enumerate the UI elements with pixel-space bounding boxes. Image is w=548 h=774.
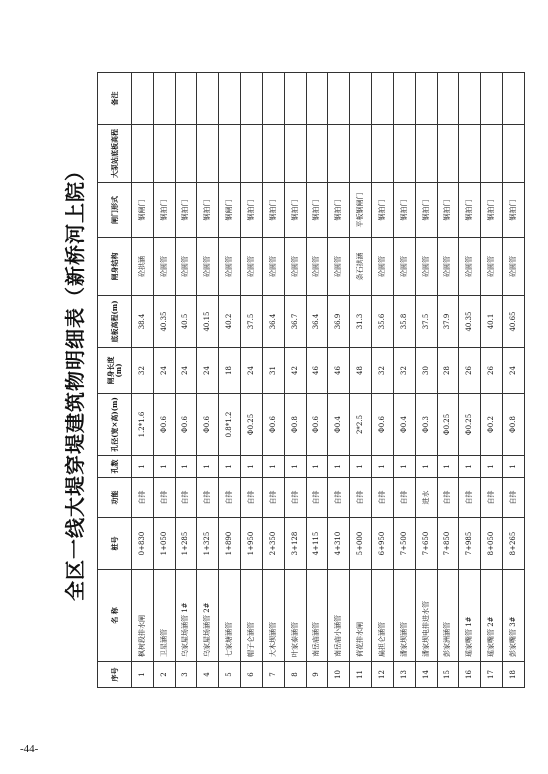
pump-floor-elevation-cell <box>219 125 241 183</box>
table-row <box>372 73 394 688</box>
table-row <box>415 73 437 688</box>
gate-length-cell: 42 <box>284 348 306 394</box>
hole-count-cell: 1 <box>262 456 284 478</box>
floor-elevation-cell: 35.8 <box>393 296 415 348</box>
station-cell: 7+985 <box>459 518 481 570</box>
gate-length-cell: 30 <box>415 348 437 394</box>
hole-count-cell: 1 <box>306 456 328 478</box>
structure-name-cell: 枫树段排水闸 <box>132 570 154 662</box>
gate-type-cell: 钢拍门 <box>415 183 437 238</box>
hole-count-cell: 1 <box>415 456 437 478</box>
gate-structure-cell: 砼圆管 <box>306 238 328 296</box>
row-number-cell: 5 <box>219 662 241 688</box>
remarks-cell <box>459 73 481 125</box>
pump-floor-elevation-cell <box>459 125 481 183</box>
table-row <box>219 73 241 688</box>
hole-count-cell: 1 <box>241 456 263 478</box>
structure-name-cell: 大木坝涵管 <box>262 570 284 662</box>
station-cell: 2+350 <box>262 518 284 570</box>
station-cell: 1+285 <box>175 518 197 570</box>
gate-length-cell: 26 <box>459 348 481 394</box>
header-row <box>98 73 132 688</box>
function-cell: 自排 <box>132 478 154 518</box>
station-cell: 1+950 <box>241 518 263 570</box>
gate-length-cell: 31 <box>262 348 284 394</box>
gate-type-cell: 钢闸门 <box>219 183 241 238</box>
gate-structure-cell: 砼圆管 <box>393 238 415 296</box>
function-cell: 自排 <box>393 478 415 518</box>
row-number-cell: 13 <box>393 662 415 688</box>
function-cell: 自排 <box>241 478 263 518</box>
table-row <box>437 73 459 688</box>
pump-floor-elevation-cell <box>262 125 284 183</box>
function-cell: 自排 <box>284 478 306 518</box>
row-number-cell: 6 <box>241 662 263 688</box>
floor-elevation-cell: 37.5 <box>241 296 263 348</box>
col-header: 名 称 <box>98 570 132 662</box>
col-header: 闸身长度(m) <box>98 348 132 394</box>
floor-elevation-cell: 37.9 <box>437 296 459 348</box>
remarks-cell <box>262 73 284 125</box>
gate-type-cell: 钢拍门 <box>306 183 328 238</box>
pump-floor-elevation-cell <box>175 125 197 183</box>
floor-elevation-cell: 36.4 <box>262 296 284 348</box>
table-row <box>132 73 154 688</box>
pump-floor-elevation-cell <box>503 125 525 183</box>
structure-name-cell: 南岳庙涵管 <box>306 570 328 662</box>
structure-name-cell: 卫星涵管 <box>153 570 175 662</box>
gate-type-cell: 钢拍门 <box>284 183 306 238</box>
remarks-cell <box>219 73 241 125</box>
table-row <box>153 73 175 688</box>
station-cell: 7+650 <box>415 518 437 570</box>
station-cell: 1+890 <box>219 518 241 570</box>
function-cell: 自排 <box>350 478 372 518</box>
row-number-cell: 2 <box>153 662 175 688</box>
hole-size-cell: Φ0.25 <box>437 394 459 456</box>
function-cell: 自排 <box>372 478 394 518</box>
rotated-table-block <box>63 73 525 688</box>
col-header: 底板高程(m) <box>98 296 132 348</box>
function-cell: 自排 <box>197 478 219 518</box>
floor-elevation-cell: 40.35 <box>459 296 481 348</box>
col-header: 序号 <box>98 662 132 688</box>
hole-count-cell: 1 <box>459 456 481 478</box>
gate-type-cell: 钢拍门 <box>197 183 219 238</box>
table-row <box>350 73 372 688</box>
hole-count-cell: 1 <box>437 456 459 478</box>
gate-structure-cell: 砼圆管 <box>153 238 175 296</box>
gate-type-cell: 钢拍门 <box>328 183 350 238</box>
hole-count-cell: 1 <box>175 456 197 478</box>
gate-type-cell: 平板钢闸门 <box>350 183 372 238</box>
pump-floor-elevation-cell <box>153 125 175 183</box>
gate-structure-cell: 砼圆管 <box>284 238 306 296</box>
hole-size-cell: Φ0.6 <box>262 394 284 456</box>
structure-name-cell: 荷花排水闸 <box>350 570 372 662</box>
col-header: 备注 <box>98 73 132 125</box>
table-row <box>503 73 525 688</box>
station-cell: 7+850 <box>437 518 459 570</box>
hole-size-cell: Φ0.6 <box>372 394 394 456</box>
gate-length-cell: 32 <box>393 348 415 394</box>
floor-elevation-cell: 31.3 <box>350 296 372 348</box>
hole-size-cell: Φ0.8 <box>284 394 306 456</box>
hole-size-cell: Φ0.2 <box>481 394 503 456</box>
gate-length-cell: 18 <box>219 348 241 394</box>
hole-size-cell: Φ0.6 <box>153 394 175 456</box>
gate-length-cell: 28 <box>437 348 459 394</box>
function-cell: 自排 <box>306 478 328 518</box>
structure-name-cell: 潘家坝涵管 <box>393 570 415 662</box>
floor-elevation-cell: 40.35 <box>153 296 175 348</box>
row-number-cell: 9 <box>306 662 328 688</box>
gate-structure-cell: 条石拱涵 <box>350 238 372 296</box>
structure-name-cell: 南岳庙小涵管 <box>328 570 350 662</box>
gate-structure-cell: 砼圆管 <box>241 238 263 296</box>
pump-floor-elevation-cell <box>350 125 372 183</box>
function-cell: 自排 <box>481 478 503 518</box>
station-cell: 5+000 <box>350 518 372 570</box>
gate-structure-cell: 砼圆管 <box>437 238 459 296</box>
hole-count-cell: 1 <box>328 456 350 478</box>
station-cell: 0+830 <box>132 518 154 570</box>
row-number-cell: 18 <box>503 662 525 688</box>
hole-count-cell: 1 <box>393 456 415 478</box>
pump-floor-elevation-cell <box>197 125 219 183</box>
gate-length-cell: 24 <box>241 348 263 394</box>
remarks-cell <box>284 73 306 125</box>
hole-size-cell: 2*2.5 <box>350 394 372 456</box>
gate-structure-cell: 砼圆管 <box>175 238 197 296</box>
floor-elevation-cell: 36.9 <box>328 296 350 348</box>
row-number-cell: 11 <box>350 662 372 688</box>
col-header: 桩号 <box>98 518 132 570</box>
structure-name-cell: 帽子仑涵管 <box>241 570 263 662</box>
gate-structure-cell: 砼圆管 <box>459 238 481 296</box>
pump-floor-elevation-cell <box>132 125 154 183</box>
structure-name-cell: 彭家洲涵管 <box>437 570 459 662</box>
row-number-cell: 8 <box>284 662 306 688</box>
row-number-cell: 17 <box>481 662 503 688</box>
structure-name-cell: 乌家屋场涵管 1# <box>175 570 197 662</box>
gate-length-cell: 46 <box>328 348 350 394</box>
hole-count-cell: 1 <box>350 456 372 478</box>
station-cell: 8+265 <box>503 518 525 570</box>
hole-count-cell: 1 <box>284 456 306 478</box>
col-header: 大泵站底板高程 <box>98 125 132 183</box>
hole-count-cell: 1 <box>481 456 503 478</box>
table-row <box>481 73 503 688</box>
floor-elevation-cell: 35.6 <box>372 296 394 348</box>
remarks-cell <box>393 73 415 125</box>
gate-type-cell: 钢拍门 <box>372 183 394 238</box>
col-header: 孔径(宽×高)(m) <box>98 394 132 456</box>
remarks-cell <box>350 73 372 125</box>
table-row <box>306 73 328 688</box>
pump-floor-elevation-cell <box>481 125 503 183</box>
gate-length-cell: 24 <box>197 348 219 394</box>
page-number: -44- <box>20 743 39 755</box>
gate-type-cell: 钢拍门 <box>437 183 459 238</box>
hole-size-cell: 0.8*1.2 <box>219 394 241 456</box>
pump-floor-elevation-cell <box>393 125 415 183</box>
station-cell: 6+950 <box>372 518 394 570</box>
pump-floor-elevation-cell <box>241 125 263 183</box>
structure-name-cell: 瑶家嘴管 1# <box>459 570 481 662</box>
hole-size-cell: Φ0.6 <box>197 394 219 456</box>
gate-structure-cell: 砼拱涵 <box>132 238 154 296</box>
hole-count-cell: 1 <box>503 456 525 478</box>
structure-name-cell: 扁担仑涵管 <box>372 570 394 662</box>
gate-type-cell: 钢拍门 <box>393 183 415 238</box>
table-row <box>393 73 415 688</box>
gate-type-cell: 钢拍门 <box>459 183 481 238</box>
pump-floor-elevation-cell <box>372 125 394 183</box>
table-row <box>284 73 306 688</box>
floor-elevation-cell: 38.4 <box>132 296 154 348</box>
gate-type-cell: 钢闸门 <box>132 183 154 238</box>
gate-type-cell: 钢拍门 <box>175 183 197 238</box>
structure-name-cell: 七家塘涵管 <box>219 570 241 662</box>
row-number-cell: 4 <box>197 662 219 688</box>
gate-type-cell: 钢拍门 <box>153 183 175 238</box>
structure-name-cell: 乌家屋场涵管 2# <box>197 570 219 662</box>
pump-floor-elevation-cell <box>415 125 437 183</box>
hole-count-cell: 1 <box>153 456 175 478</box>
function-cell: 自排 <box>153 478 175 518</box>
gate-structure-cell: 砼圆管 <box>481 238 503 296</box>
pump-floor-elevation-cell <box>328 125 350 183</box>
col-header: 功能 <box>98 478 132 518</box>
remarks-cell <box>197 73 219 125</box>
row-number-cell: 12 <box>372 662 394 688</box>
floor-elevation-cell: 37.5 <box>415 296 437 348</box>
row-number-cell: 16 <box>459 662 481 688</box>
hole-size-cell: 1.2*1.6 <box>132 394 154 456</box>
pump-floor-elevation-cell <box>284 125 306 183</box>
pump-floor-elevation-cell <box>437 125 459 183</box>
document-title: 全区一线大堤穿堤建筑物明细表（新桥河上院） <box>63 160 87 601</box>
remarks-cell <box>415 73 437 125</box>
gate-structure-cell: 砼圆管 <box>372 238 394 296</box>
table-row <box>328 73 350 688</box>
gate-structure-cell: 砼圆管 <box>328 238 350 296</box>
station-cell: 4+115 <box>306 518 328 570</box>
station-cell: 7+500 <box>393 518 415 570</box>
hole-size-cell: Φ0.3 <box>415 394 437 456</box>
floor-elevation-cell: 40.1 <box>481 296 503 348</box>
col-header: 孔数 <box>98 456 132 478</box>
remarks-cell <box>328 73 350 125</box>
remarks-cell <box>306 73 328 125</box>
remarks-cell <box>132 73 154 125</box>
structures-table <box>97 72 525 688</box>
gate-structure-cell: 砼圆管 <box>219 238 241 296</box>
function-cell: 自排 <box>262 478 284 518</box>
hole-size-cell: Φ0.4 <box>393 394 415 456</box>
function-cell: 自排 <box>437 478 459 518</box>
table-row <box>175 73 197 688</box>
gate-structure-cell: 砼圆管 <box>503 238 525 296</box>
gate-length-cell: 24 <box>503 348 525 394</box>
row-number-cell: 15 <box>437 662 459 688</box>
floor-elevation-cell: 40.5 <box>175 296 197 348</box>
table-row <box>459 73 481 688</box>
col-header: 闸门形式 <box>98 183 132 238</box>
hole-size-cell: Φ0.8 <box>503 394 525 456</box>
gate-length-cell: 32 <box>372 348 394 394</box>
table-row <box>197 73 219 688</box>
floor-elevation-cell: 40.15 <box>197 296 219 348</box>
hole-count-cell: 1 <box>372 456 394 478</box>
remarks-cell <box>437 73 459 125</box>
function-cell: 自排 <box>503 478 525 518</box>
remarks-cell <box>503 73 525 125</box>
station-cell: 1+325 <box>197 518 219 570</box>
remarks-cell <box>481 73 503 125</box>
function-cell: 自排 <box>328 478 350 518</box>
function-cell: 自排 <box>219 478 241 518</box>
gate-type-cell: 钢拍门 <box>481 183 503 238</box>
station-cell: 1+050 <box>153 518 175 570</box>
floor-elevation-cell: 40.2 <box>219 296 241 348</box>
station-cell: 3+128 <box>284 518 306 570</box>
table-row <box>262 73 284 688</box>
station-cell: 4+310 <box>328 518 350 570</box>
table-row <box>241 73 263 688</box>
row-number-cell: 14 <box>415 662 437 688</box>
function-cell: 进水 <box>415 478 437 518</box>
gate-structure-cell: 砼圆管 <box>197 238 219 296</box>
row-number-cell: 3 <box>175 662 197 688</box>
hole-count-cell: 1 <box>197 456 219 478</box>
gate-length-cell: 48 <box>350 348 372 394</box>
function-cell: 自排 <box>175 478 197 518</box>
gate-type-cell: 钢拍门 <box>503 183 525 238</box>
structure-name-cell: 彭家嘴管 3# <box>503 570 525 662</box>
col-header: 闸身结构 <box>98 238 132 296</box>
structure-name-cell: 瑶家嘴管 2# <box>481 570 503 662</box>
hole-size-cell: Φ0.25 <box>241 394 263 456</box>
remarks-cell <box>175 73 197 125</box>
floor-elevation-cell: 40.65 <box>503 296 525 348</box>
gate-length-cell: 46 <box>306 348 328 394</box>
hole-size-cell: Φ0.6 <box>306 394 328 456</box>
hole-count-cell: 1 <box>219 456 241 478</box>
row-number-cell: 7 <box>262 662 284 688</box>
remarks-cell <box>241 73 263 125</box>
remarks-cell <box>372 73 394 125</box>
gate-length-cell: 24 <box>153 348 175 394</box>
gate-structure-cell: 砼圆管 <box>415 238 437 296</box>
gate-length-cell: 24 <box>175 348 197 394</box>
gate-length-cell: 32 <box>132 348 154 394</box>
gate-type-cell: 钢拍门 <box>262 183 284 238</box>
gate-type-cell: 钢拍门 <box>241 183 263 238</box>
hole-count-cell: 1 <box>132 456 154 478</box>
structure-name-cell: 叶家泰涵管 <box>284 570 306 662</box>
hole-size-cell: Φ0.6 <box>175 394 197 456</box>
floor-elevation-cell: 36.7 <box>284 296 306 348</box>
hole-size-cell: Φ0.4 <box>328 394 350 456</box>
structure-name-cell: 潘家坝电排进水管 <box>415 570 437 662</box>
hole-size-cell: Φ0.25 <box>459 394 481 456</box>
function-cell: 自排 <box>459 478 481 518</box>
floor-elevation-cell: 36.4 <box>306 296 328 348</box>
station-cell: 8+050 <box>481 518 503 570</box>
gate-length-cell: 26 <box>481 348 503 394</box>
row-number-cell: 1 <box>132 662 154 688</box>
pump-floor-elevation-cell <box>306 125 328 183</box>
row-number-cell: 10 <box>328 662 350 688</box>
remarks-cell <box>153 73 175 125</box>
gate-structure-cell: 砼圆管 <box>262 238 284 296</box>
